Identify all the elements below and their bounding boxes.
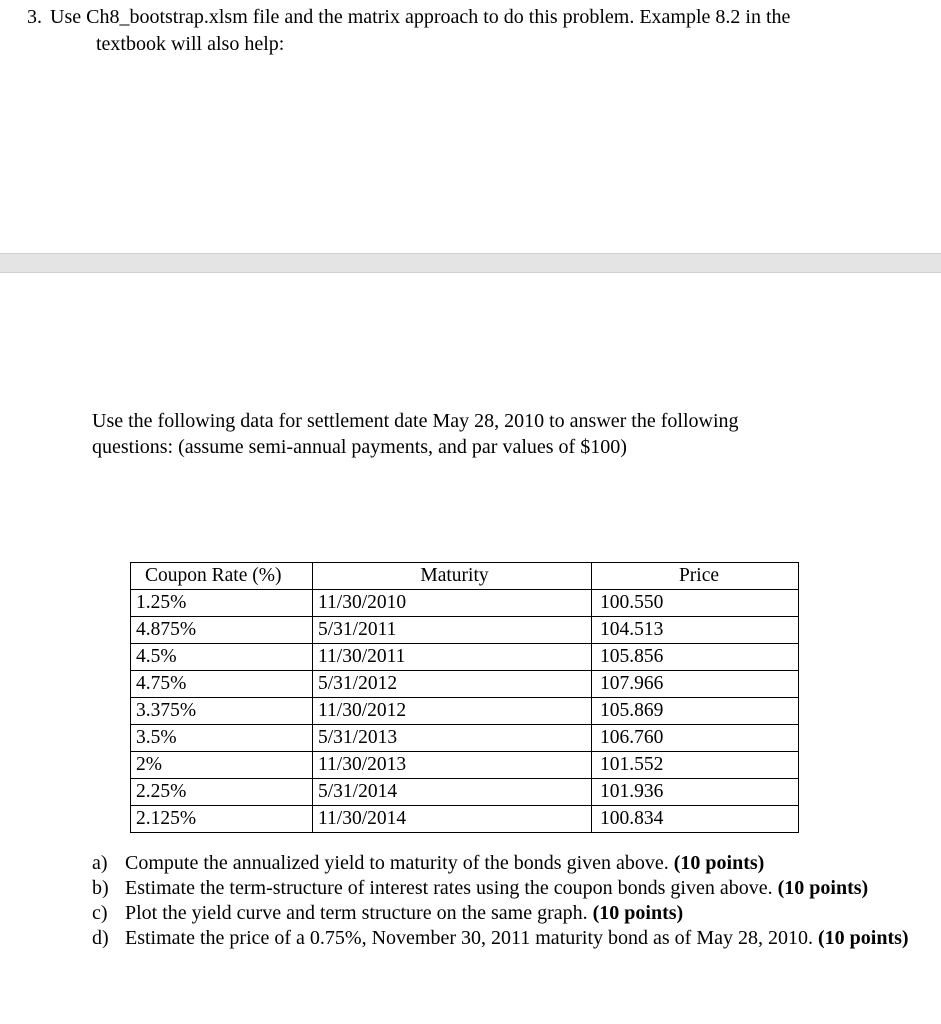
- question-points: (10 points): [818, 927, 909, 949]
- question-item: [92, 926, 912, 951]
- cell-price: 104.513: [592, 617, 799, 644]
- table-row: [131, 698, 799, 725]
- table-row: [131, 644, 799, 671]
- cell-maturity: 11/30/2012: [313, 698, 592, 725]
- table-row: [131, 806, 799, 833]
- question-text: Compute the annualized yield to maturity of the bonds given above.: [125, 852, 669, 874]
- question-label: a): [92, 852, 108, 874]
- section-divider: [0, 253, 941, 273]
- header-maturity: Maturity: [313, 563, 592, 590]
- header-price: Price: [592, 563, 799, 590]
- table-row: [131, 590, 799, 617]
- cell-maturity: 11/30/2011: [313, 644, 592, 671]
- cell-maturity: 11/30/2013: [313, 752, 592, 779]
- table-row: [131, 671, 799, 698]
- table-row: [131, 725, 799, 752]
- intro-line-2: questions: (assume semi-annual payments, and par values of $100): [92, 436, 627, 458]
- question-text: Estimate the price of a 0.75%, November 30, 2011 maturity bond as of May 28, 2010.: [125, 927, 813, 949]
- question-label: d): [92, 927, 109, 949]
- cell-coupon-rate: 4.875%: [131, 617, 313, 644]
- question-item: [92, 901, 912, 926]
- table-body: [131, 590, 799, 833]
- cell-price: 106.760: [592, 725, 799, 752]
- problem-statement: [27, 4, 927, 58]
- table-header-row: [131, 563, 799, 590]
- question-list: [92, 851, 912, 951]
- bond-data-table: [130, 562, 799, 833]
- header-coupon-rate: Coupon Rate (%): [131, 563, 313, 590]
- problem-text-1: Use Ch8_bootstrap.xlsm file and the matrix approach to do this problem. Example 8.2 in the: [50, 6, 791, 28]
- cell-maturity: 11/30/2014: [313, 806, 592, 833]
- cell-coupon-rate: 2%: [131, 752, 313, 779]
- cell-price: 100.550: [592, 590, 799, 617]
- table-row: [131, 752, 799, 779]
- question-text: Plot the yield curve and term structure on the same graph.: [125, 902, 588, 924]
- question-points: (10 points): [592, 902, 684, 924]
- question-label: b): [92, 877, 109, 899]
- problem-number: 3.: [27, 6, 42, 28]
- question-points: (10 points): [673, 852, 765, 874]
- cell-coupon-rate: 2.25%: [131, 779, 313, 806]
- cell-price: 107.966: [592, 671, 799, 698]
- question-points: (10 points): [777, 877, 869, 899]
- cell-coupon-rate: 4.75%: [131, 671, 313, 698]
- cell-maturity: 5/31/2012: [313, 671, 592, 698]
- problem-line-1: [27, 4, 927, 31]
- question-item: [92, 876, 912, 901]
- table-row: [131, 779, 799, 806]
- cell-coupon-rate: 1.25%: [131, 590, 313, 617]
- cell-maturity: 11/30/2010: [313, 590, 592, 617]
- cell-coupon-rate: 3.375%: [131, 698, 313, 725]
- cell-coupon-rate: 2.125%: [131, 806, 313, 833]
- cell-maturity: 5/31/2014: [313, 779, 592, 806]
- cell-price: 105.869: [592, 698, 799, 725]
- question-label: c): [92, 902, 108, 924]
- cell-coupon-rate: 3.5%: [131, 725, 313, 752]
- question-text: Estimate the term-structure of interest rates using the coupon bonds given above.: [125, 877, 773, 899]
- cell-price: 100.834: [592, 806, 799, 833]
- cell-price: 101.936: [592, 779, 799, 806]
- cell-maturity: 5/31/2013: [313, 725, 592, 752]
- question-item: [92, 851, 912, 876]
- cell-price: 105.856: [592, 644, 799, 671]
- cell-maturity: 5/31/2011: [313, 617, 592, 644]
- intro-line-1: Use the following data for settlement date May 28, 2010 to answer the following: [92, 410, 739, 432]
- cell-price: 101.552: [592, 752, 799, 779]
- intro-paragraph: [92, 408, 852, 460]
- problem-text-2: textbook will also help:: [96, 33, 285, 55]
- cell-coupon-rate: 4.5%: [131, 644, 313, 671]
- table-row: [131, 617, 799, 644]
